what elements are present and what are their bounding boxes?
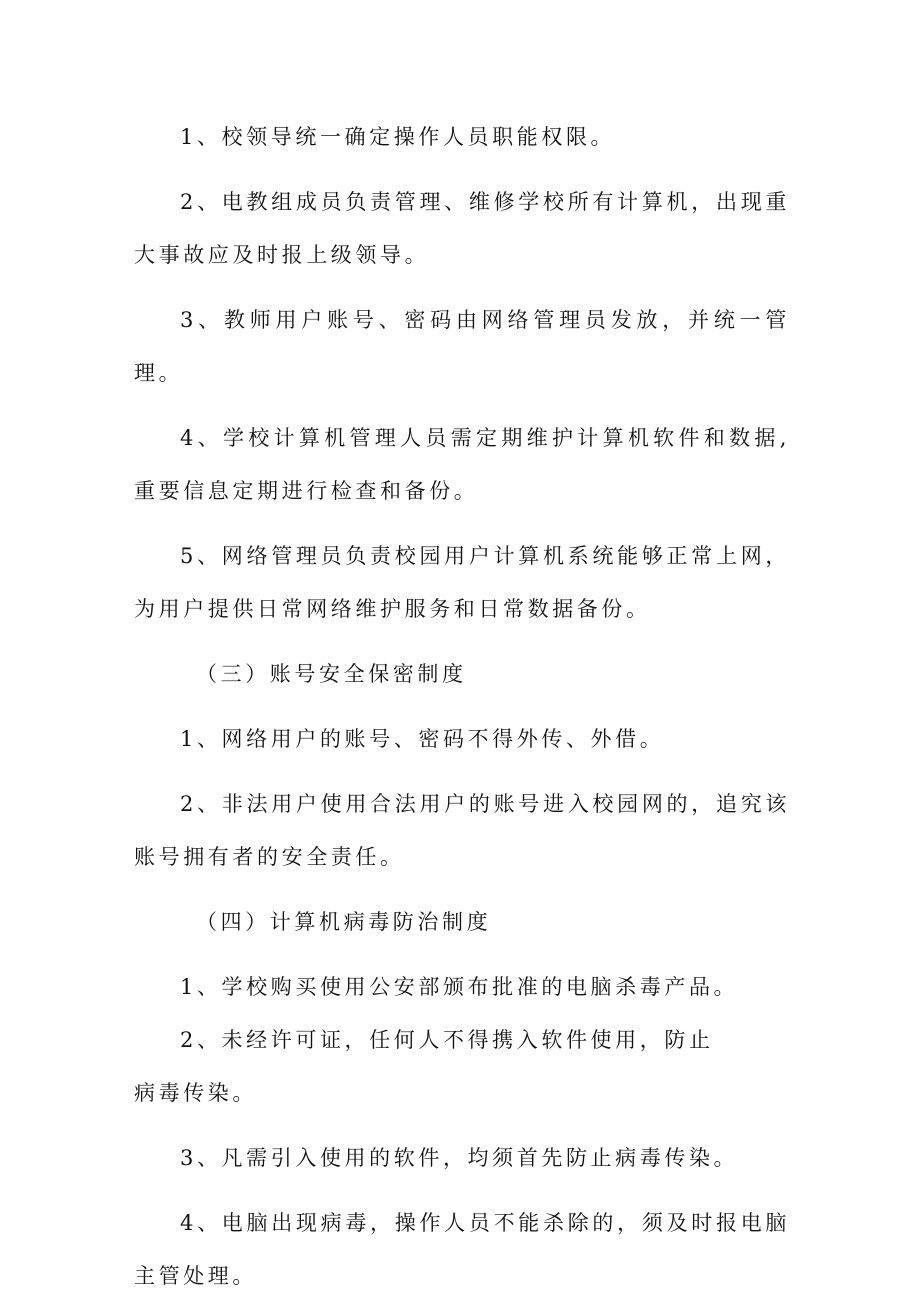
paragraph-4: 4、学校计算机管理人员需定期维护计算机软件和数据,重要信息定期进行检查和备份。	[134, 426, 790, 503]
paragraph-1: 1、校领导统一确定操作人员职能权限。	[180, 125, 616, 149]
paragraph-8: 1、学校购买使用公安部颁布批准的电脑杀毒产品。	[180, 975, 739, 999]
paragraph-5: 5、网络管理员负责校园用户计算机系统能够正常上网，为用户提供日常网络维护服务和日常数据备份。	[134, 544, 790, 621]
paragraph-7: 2、非法用户使用合法用户的账号进入校园网的，追究该账号拥有者的安全责任。	[134, 792, 790, 869]
paragraph-2: 2、电教组成员负责管理、维修学校所有计算机，出现重大事故应及时报上级领导。	[134, 190, 790, 267]
paragraph-3: 3、教师用户账号、密码由网络管理员发放，并统一管理。	[134, 308, 790, 385]
paragraph-11: 4、电脑出现病毒，操作人员不能杀除的，须及时报电脑主管处理。	[134, 1211, 790, 1288]
paragraph-9: 2、未经许可证，任何人不得携入软件使用，防止病毒传染。	[134, 1028, 714, 1105]
paragraph-10: 3、凡需引入使用的软件，均须首先防止病毒传染。	[180, 1146, 739, 1170]
section-heading-virus-prevention: （四）计算机病毒防治制度	[196, 910, 492, 934]
paragraph-6: 1、网络用户的账号、密码不得外传、外借。	[180, 727, 665, 751]
section-heading-account-security: （三）账号安全保密制度	[196, 662, 467, 686]
